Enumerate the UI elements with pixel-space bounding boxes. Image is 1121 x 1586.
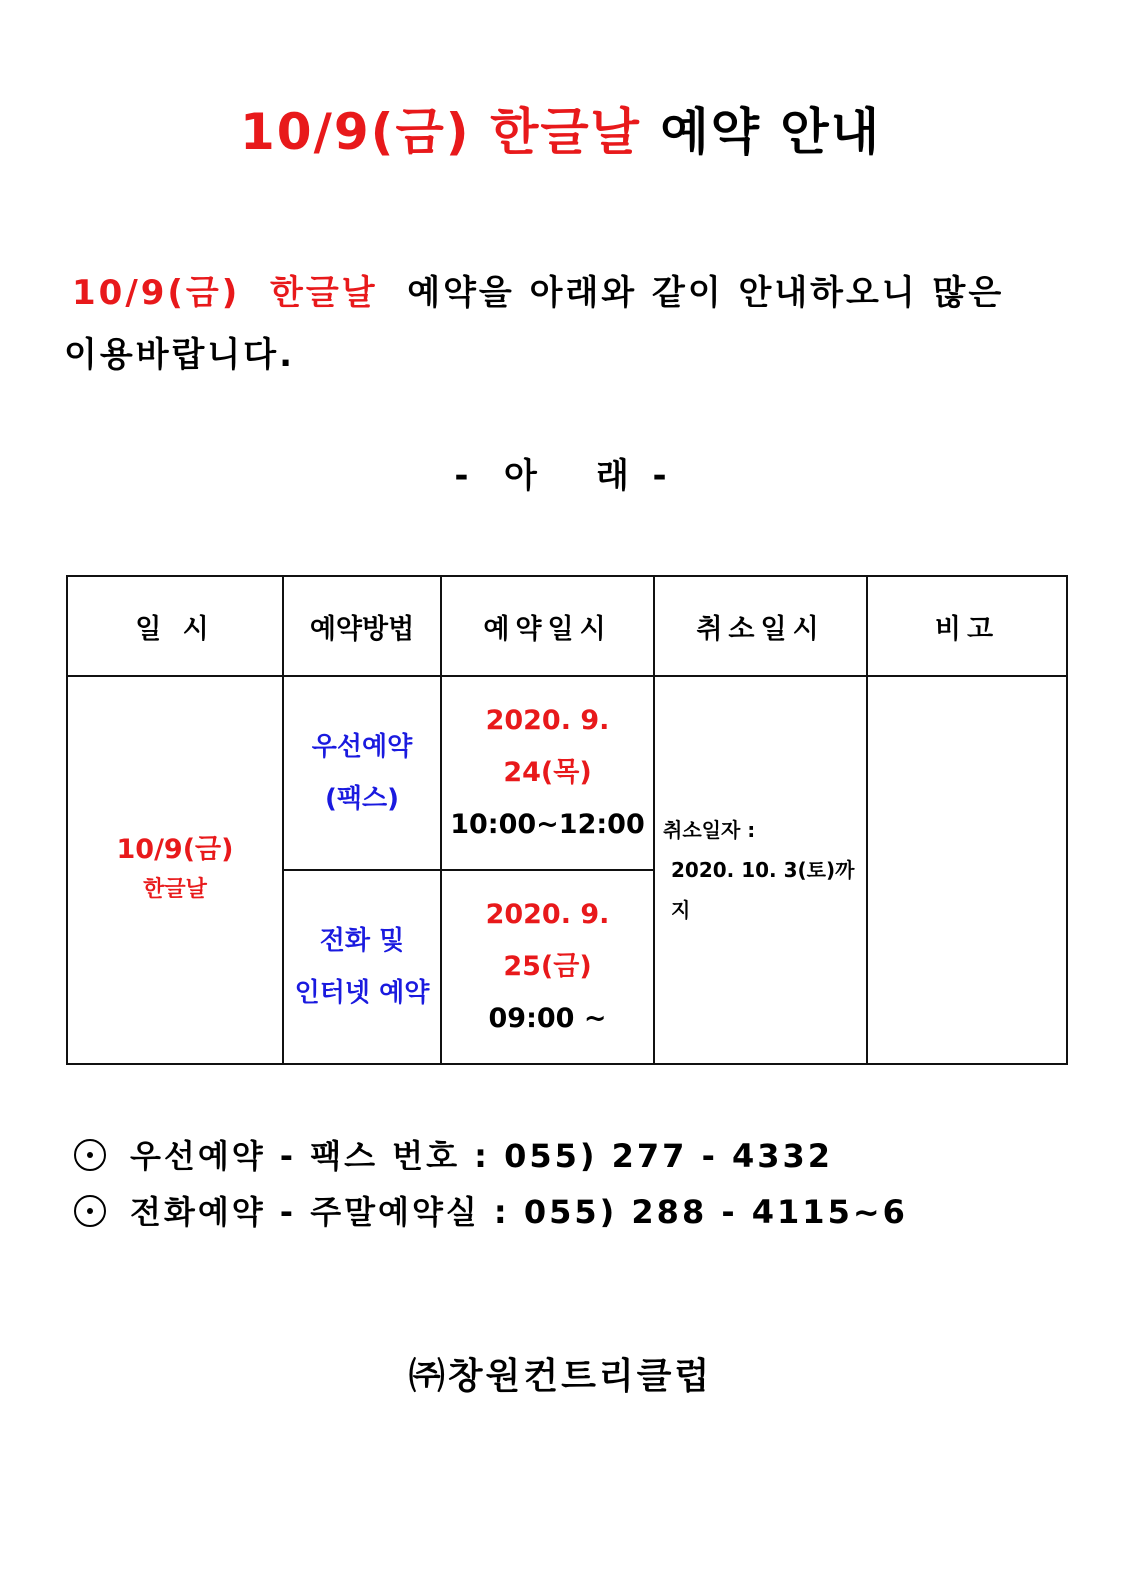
title-date: 10/9(금) <box>240 103 471 161</box>
title-rest: 예약 안내 <box>660 103 881 161</box>
table-header-row <box>67 576 1067 676</box>
page-title <box>0 92 1121 164</box>
circle-dot-icon <box>74 1139 106 1171</box>
method-line-2: (팩스) <box>325 784 399 814</box>
method-cell <box>283 870 441 1064</box>
intro-holiday: 한글날 <box>270 273 378 313</box>
date-cell <box>67 676 283 1064</box>
header-remark: 비고 <box>867 576 1067 676</box>
circle-dot-icon <box>74 1195 106 1227</box>
date-cell-date: 10/9(금) <box>116 834 234 865</box>
cancel-cell <box>654 676 867 1064</box>
header-reservation-time: 예약일시 <box>441 576 654 676</box>
intro-text-2: 이용바랍니다. <box>64 335 295 375</box>
intro-date: 10/9(금) <box>72 273 241 313</box>
header-date: 일 시 <box>67 576 283 676</box>
intro-line-1 <box>64 262 1054 324</box>
contact-list <box>74 1128 908 1240</box>
title-holiday: 한글날 <box>490 103 641 161</box>
reservation-cell <box>441 676 654 870</box>
intro-text-1: 예약을 아래와 같이 안내하오니 많은 <box>407 273 1005 313</box>
method-line-1: 전화 및 <box>319 926 405 956</box>
method-line-1: 우선예약 <box>311 732 413 762</box>
cancel-label: 취소일자 : <box>663 818 756 842</box>
method-line-2: 인터넷 예약 <box>294 978 430 1008</box>
company-name: ㈜창원컨트리클럽 <box>408 1356 713 1397</box>
header-cancel-time: 취소일시 <box>654 576 867 676</box>
intro-paragraph <box>64 262 1054 386</box>
reservation-date: 2020. 9. 24(목) <box>485 705 610 788</box>
method-cell <box>283 676 441 870</box>
reservation-cell <box>441 870 654 1064</box>
contact-text: 전화예약 - 주말예약실 : 055) 288 - 4115~6 <box>130 1193 908 1231</box>
date-cell-holiday: 한글날 <box>143 877 207 902</box>
remark-cell <box>867 676 1067 1064</box>
table-row <box>67 676 1067 870</box>
notice-heading: - 아 래 - <box>454 456 667 496</box>
contact-text: 우선예약 - 팩스 번호 : 055) 277 - 4332 <box>130 1137 834 1175</box>
schedule-table <box>66 575 1068 1065</box>
contact-item <box>74 1128 908 1184</box>
header-method: 예약방법 <box>283 576 441 676</box>
contact-item <box>74 1184 908 1240</box>
reservation-date: 2020. 9. 25(금) <box>485 899 610 982</box>
cancel-date: 2020. 10. 3(토)까지 <box>671 858 855 922</box>
reservation-time: 10:00~12:00 <box>450 809 645 840</box>
reservation-time: 09:00 ~ <box>488 1003 607 1034</box>
